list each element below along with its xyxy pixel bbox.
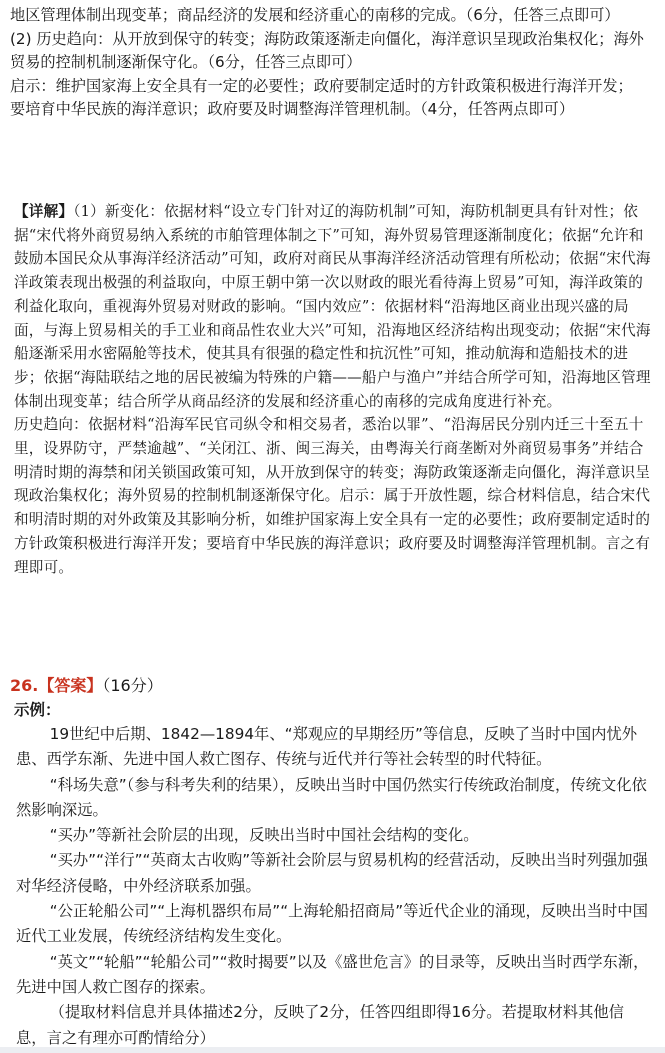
example-paragraph: “买办”“洋行”“英商太古收购”等新社会阶层与贸易机构的经营活动，反映出当时列强加强对华经济侵略，中外经济联系加强。 — [16, 851, 648, 895]
answer-heading — [0, 674, 665, 698]
example-paragraph: “公正轮船公司”“上海机器织布局”“上海轮船招商局”等近代企业的涌现，反映出当时中国近代工业发展，传统经济结构发生变化。 — [16, 902, 648, 946]
answer-tag: 【答案】 — [38, 676, 103, 695]
example-label: 示例： — [14, 701, 61, 719]
answer-score: （16分） — [102, 676, 163, 695]
explanation-text: （1）新变化：依据材料“设立专门针对辽的海防机制”可知，海防机制更具有针对性；依据“宋代将外商贸易纳入系统的市舶管理体制之下”可知，海外贸易管理逐渐制度化；依据“允许和鼓励本国民众从事海洋经济活动”可知，政府对商民从事海洋经济活动管理有所松动；依据“宋代海洋政策表现出极强的利益取向，中原王朝中第一次以财政的眼光看待海上贸易”可知，海洋政策的利益化取向，重视海外贸易对财政的影响。“国内效应”：依据材料“沿海地区商业出现兴盛的局面，与海上贸易相关的手工业和商品性农业大兴”可知，沿海地区经济结构出现变动；依据“宋代海船逐渐采用水密隔舱等技术，使其具有很强的稳定性和抗沉性”可知，推动航海和造船技术的进步；依据“海陆联结之地的居民被编为特殊的户籍——船户与渔户”并结合所学可知，沿海地区管理体制出现变革；结合所学从商品经济的发展和经济重心的南移的完成角度进行补充。 — [14, 203, 651, 410]
explanation-label: 【详解】 — [14, 203, 74, 220]
example-paragraph: “买办”等新社会阶层的出现，反映出当时中国社会结构的变化。 — [49, 826, 479, 845]
example-paragraph: “英文”“轮船”“轮船公司”“救时揭要”以及《盛世危言》的目录等，反映出当时西学东渐，先进中国人救亡图存的探索。 — [16, 952, 649, 996]
question-26-answer — [0, 674, 665, 1051]
explanation-paragraph: 历史趋向：依据材料“沿海军民官司纵令和相交易者，悉治以罪”、“沿海居民分别内迁三十至五十里，设界防守，严禁逾越”、“关闭江、浙、闽三海关，由粤海关行商垄断对外商贸易事务”并结合明清时期的海禁和闭关锁国政策可知，从开放到保守的转变；海防政策逐渐走向僵化，海洋意识呈现政治集权化；海外贸易的控制机制逐渐保守化。启示：属于开放性题，综合材料信息，结合宋代和明清时期的对外政策及其影响分析，如维护国家海上安全具有一定的必要性；政府要制定适时的方针政策积极进行海洋开发；要培育中华民族的海洋意识；政府要及时调整海洋管理机制。言之有理即可。 — [14, 416, 651, 576]
answer-paragraph: 地区管理体制出现变革；商品经济的发展和经济重心的南移的完成。（6分，任答三点即可） — [10, 6, 620, 24]
answer-paragraph: (2) 历史趋向：从开放到保守的转变；海防政策逐渐走向僵化，海洋意识呈现政治集权化；海外贸易的控制机制逐渐保守化。（6分，任答三点即可） — [10, 29, 644, 71]
answer-continuation — [0, 4, 665, 122]
example-paragraph: “科场失意”（参与科考失利的结果），反映出当时中国仍然实行传统政治制度，传统文化依然影响深远。 — [16, 775, 647, 819]
bottom-bar — [0, 1047, 665, 1053]
question-number: 26. — [10, 676, 39, 695]
answer-paragraph: 启示：维护国家海上安全具有一定的必要性；政府要制定适时的方针政策积极进行海洋开发；要培育中华民族的海洋意识；政府要及时调整海洋管理机制。（4分，任答两点即可） — [10, 76, 633, 118]
example-paragraph: 19世纪中后期、1842—1894年、“郑观应的早期经历”等信息，反映了当时中国内忧外患、西学东渐、先进中国人救亡图存、传统与近代并行等社会转型的时代特征。 — [16, 725, 638, 769]
explanation-paragraph — [0, 200, 665, 413]
scoring-note: （提取材料信息并具体描述2分，反映了2分，任答四组即得16分。若提取材料其他信息，言之有理亦可酌情给分） — [16, 1003, 624, 1047]
explanation-section — [0, 200, 665, 579]
